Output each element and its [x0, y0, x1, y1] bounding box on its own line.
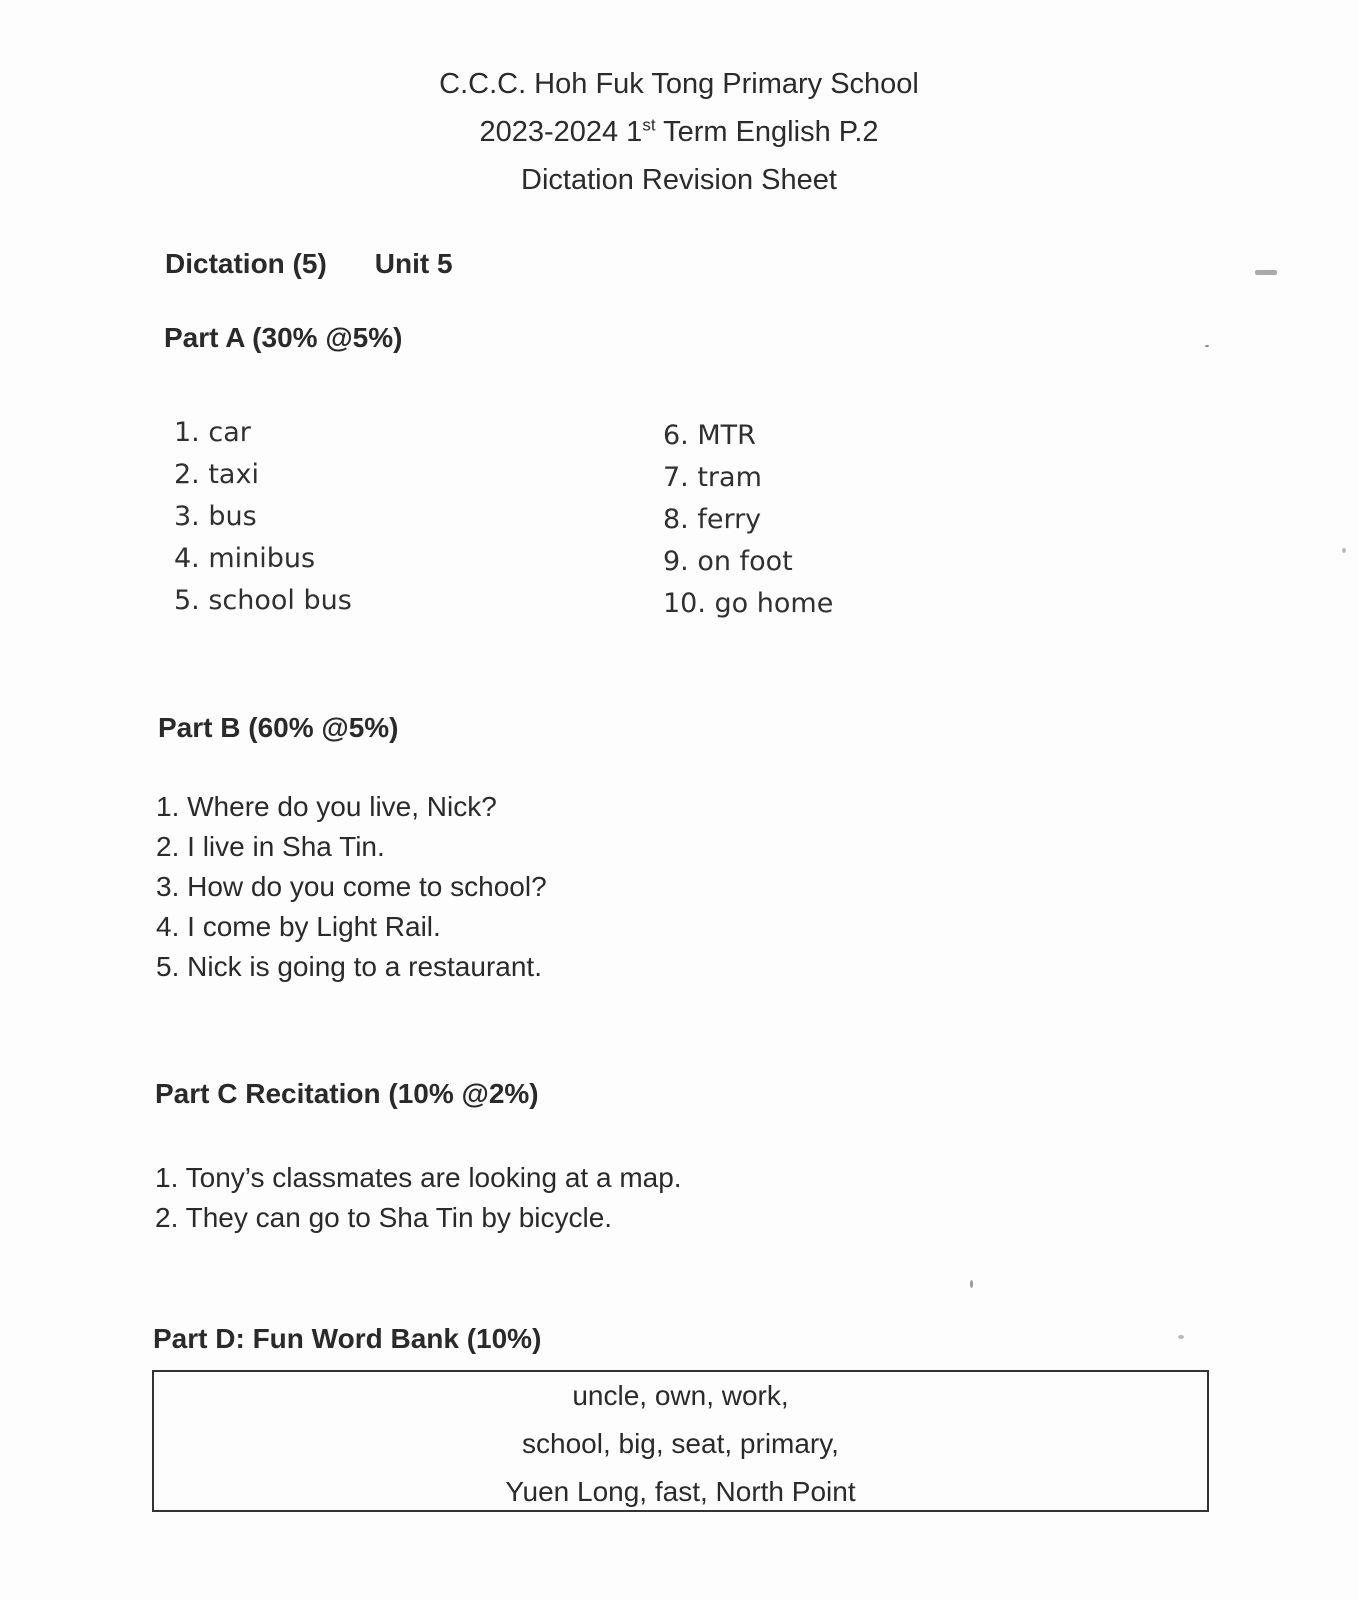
word-bank-box — [152, 1370, 1209, 1512]
list-item: 8. ferry — [663, 504, 762, 535]
list-item: 2. taxi — [174, 459, 259, 490]
list-item: 2. I live in Sha Tin. — [156, 831, 385, 862]
scan-speck — [1255, 270, 1277, 275]
list-item: 1. Tony’s classmates are looking at a map. — [155, 1162, 682, 1193]
word-bank-line: school, big, seat, primary, — [522, 1428, 839, 1459]
unit-label: Unit 5 — [374, 248, 453, 279]
dictation-heading — [165, 248, 453, 280]
list-item: 1. Where do you live, Nick? — [156, 791, 497, 822]
part-c-list — [155, 1158, 682, 1238]
list-item: 2. They can go to Sha Tin by bicycle. — [155, 1202, 613, 1233]
word-bank-line: Yuen Long, fast, North Point — [505, 1476, 856, 1507]
part-d-title: Part D: Fun Word Bank (10%) — [153, 1323, 542, 1354]
school-name: C.C.C. Hoh Fuk Tong Primary School — [439, 68, 919, 100]
part-b-title: Part B (60% @5%) — [158, 712, 399, 743]
part-c-title: Part C Recitation (10% @2%) — [155, 1078, 539, 1109]
scan-speck — [1342, 548, 1346, 553]
list-item: 5. Nick is going to a restaurant. — [156, 951, 542, 982]
document-header — [0, 60, 1358, 204]
part-a-left-list — [174, 412, 352, 622]
list-item: 6. MTR — [663, 420, 756, 451]
part-a-right-list — [663, 415, 833, 625]
word-bank-line: uncle, own, work, — [572, 1380, 789, 1411]
list-item: 3. bus — [174, 501, 257, 532]
part-a-title: Part A (30% @5%) — [164, 322, 403, 353]
part-b-list — [156, 787, 547, 987]
scan-speck — [1178, 1335, 1184, 1339]
term-superscript: st — [642, 115, 656, 135]
list-item: 5. school bus — [174, 585, 352, 616]
list-item: 10. go home — [663, 588, 834, 619]
term-line — [0, 108, 1358, 156]
list-item: 1. car — [174, 417, 251, 448]
list-item: 4. I come by Light Rail. — [156, 911, 441, 942]
scan-speck — [970, 1280, 973, 1288]
term-year: 2023-2024 1 — [479, 116, 643, 148]
dictation-label: Dictation (5) — [165, 248, 327, 279]
sheet-title: Dictation Revision Sheet — [521, 164, 837, 196]
scan-speck — [1205, 345, 1209, 347]
list-item: 4. minibus — [174, 543, 316, 574]
list-item: 9. on foot — [663, 546, 793, 577]
list-item: 3. How do you come to school? — [156, 871, 547, 902]
list-item: 7. tram — [663, 462, 762, 493]
term-subject: Term English P.2 — [655, 116, 879, 148]
